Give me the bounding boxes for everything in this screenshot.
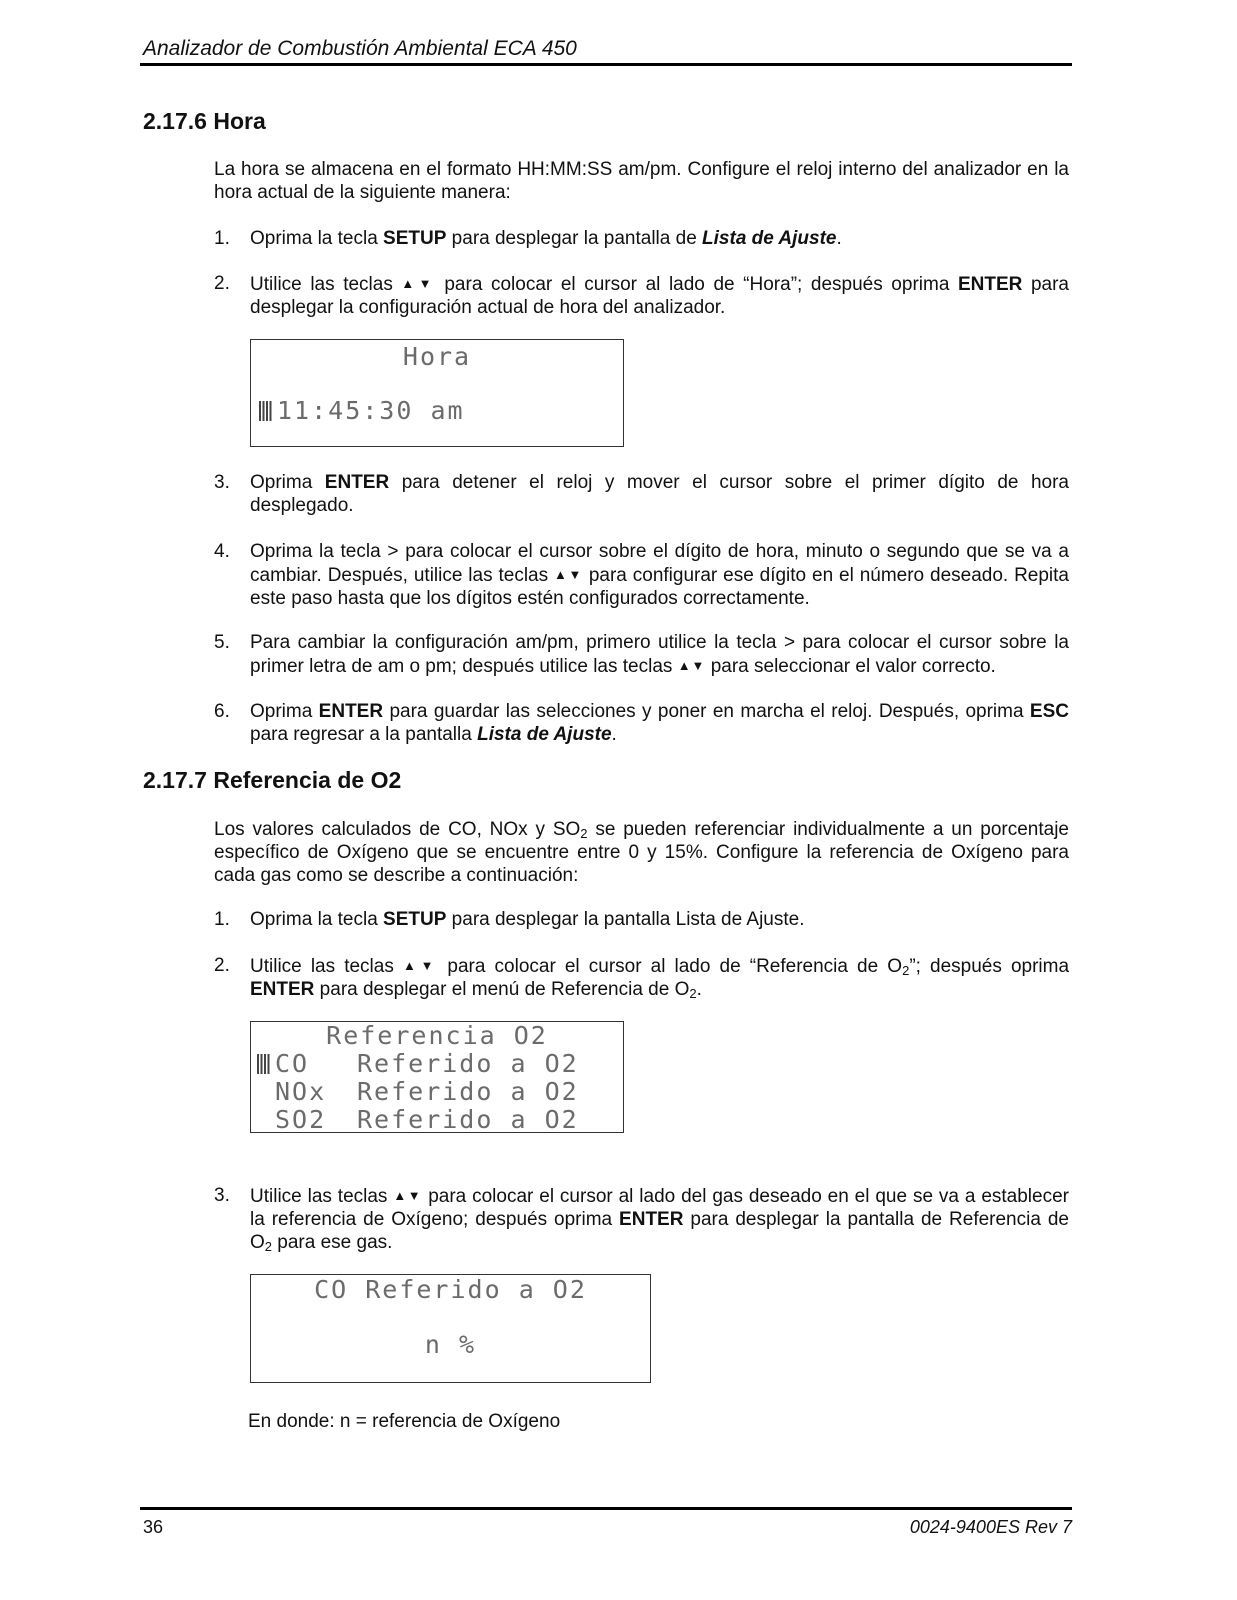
lcd-menu-title: Referencia O2 xyxy=(326,1021,548,1050)
lcd-co-referido-screen xyxy=(250,1274,651,1383)
lcd-menu-row-nox: NOx Referido a O2 xyxy=(275,1077,579,1106)
step-6: 6. Oprima ENTER para guardar las selecciones y poner en marcha el reloj. Después, oprima ESC para regresar a la pantalla Lista de Ajuste. xyxy=(214,701,1069,745)
step-5: 5. Para cambiar la configuración am/pm, primero utilice la tecla > para colocar el cursor sobre la primer letra de am o pm; después utilice las teclas ▲▼ para seleccionar el valor correcto. xyxy=(214,632,1069,677)
lcd-time-row: 11:45:30 am xyxy=(259,397,465,425)
lcd-gas-title: CO Referido a O2 xyxy=(314,1275,587,1304)
lcd-referencia-o2-menu xyxy=(250,1021,624,1133)
o2-step-2: 2. Utilice las teclas ▲▼ para colocar el cursor al lado de “Referencia de $O_2$”; después oprima ENTER para desplegar el menú de Referencia de $O_2$. xyxy=(214,955,1070,1001)
footer-rule xyxy=(140,1507,1072,1510)
lcd-menu-row-so2: SO2 Referido a O2 xyxy=(275,1105,579,1134)
page-number: 36 xyxy=(143,1517,164,1537)
up-down-arrows-icon: ▲▼ xyxy=(401,276,436,291)
up-down-arrows-icon: ▲▼ xyxy=(554,567,583,582)
o2-intro-paragraph: Los valores calculados de CO, NOx y $SO_2$ se pueden referenciar individualmente a un porcentaje específico de Oxígeno que se encuentre entre 0 y 15%. Configure la referencia de Oxígeno para cada gas como se describe a continuación: xyxy=(214,819,1069,886)
definition-note: En donde: n = referencia de Oxígeno xyxy=(248,1411,561,1432)
o2-step-3: 3. Utilice las teclas ▲▼ para colocar el cursor al lado del gas deseado en el que se va a establecer la referencia de Oxígeno; después oprima ENTER para desplegar la pantalla de Referencia de $O_2$ para ese gas. xyxy=(214,1185,1069,1254)
lcd-menu-row-co: CO Referido a O2 xyxy=(257,1050,579,1078)
lcd-gas-value: n % xyxy=(424,1330,477,1359)
intro-paragraph: La hora se almacena en el formato HH:MM:SS am/pm. Configure el reloj interno del analizador en la hora actual de la siguiente manera: xyxy=(214,159,1069,203)
running-header: Analizador de Combustión Ambiental ECA 450 xyxy=(143,37,577,60)
lcd-cursor-icon xyxy=(257,1054,271,1074)
step-2: 2. Utilice las teclas ▲▼ para colocar el cursor al lado de “Hora”; después oprima ENTER para desplegar la configuración actual de hora del analizador. xyxy=(214,273,1069,318)
up-down-arrows-icon: ▲▼ xyxy=(402,958,439,973)
step-1: 1. Oprima la tecla SETUP para desplegar la pantalla de Lista de Ajuste. xyxy=(214,228,842,249)
step-4: 4. Oprima la tecla > para colocar el cursor sobre el dígito de hora, minuto o segundo que se va a cambiar. Después, utilice las teclas ▲▼ para configurar ese dígito en el número deseado. Repita este paso hasta que los dígitos estén configurados correctamente. xyxy=(214,541,1069,609)
up-down-arrows-icon: ▲▼ xyxy=(393,1188,423,1203)
o2-step-1: 1. Oprima la tecla SETUP para desplegar la pantalla Lista de Ajuste. xyxy=(214,909,805,930)
document-code: 0024-9400ES Rev 7 xyxy=(909,1517,1072,1537)
lcd-cursor-icon xyxy=(259,401,273,421)
up-down-arrows-icon: ▲▼ xyxy=(677,658,706,673)
header-rule xyxy=(140,63,1072,66)
section-heading-referencia-o2: 2.17.7 Referencia de O2 xyxy=(143,767,402,793)
section-heading-hora: 2.17.6 Hora xyxy=(143,108,266,134)
lcd-hora-screen xyxy=(250,339,624,447)
step-3: 3. Oprima ENTER para detener el reloj y mover el cursor sobre el primer dígito de hora desplegado. xyxy=(214,472,1069,516)
lcd-title: Hora xyxy=(402,342,472,371)
